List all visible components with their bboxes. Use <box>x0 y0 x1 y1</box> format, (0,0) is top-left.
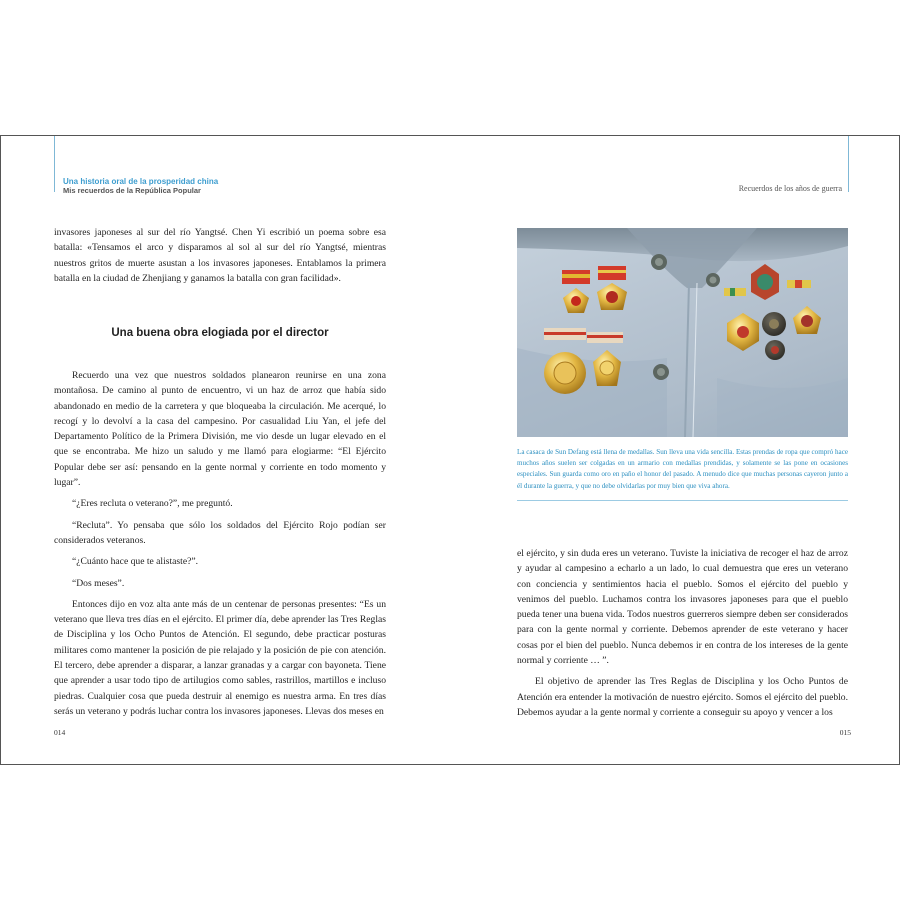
book-spread <box>0 135 900 765</box>
photo-caption: La casaca de Sun Defang está llena de medallas. Sun lleva una vida sencilla. Estas prendas de ropa que compró hace muchos años suelen ser colgadas en un armario con medallas prendidas, y solamente se las pone en ocasiones especiales. Sun guarda como oro en paño el honor del pasado. A menudo dice que muchas personas cayeron junto a él durante la guerra, y que no debe olvidarlas por muy bien que viva ahora. <box>517 448 848 490</box>
paragraph: “Recluta”. Yo pensaba que sólo los soldados del Ejército Rojo podían ser considerados veteranos. <box>54 519 386 546</box>
header-rule-right <box>848 136 849 192</box>
paragraph: “¿Cuánto hace que te alistaste?”. <box>72 556 198 568</box>
paragraph: invasores japoneses al sur del río Yangtsé. Chen Yi escribió un poema sobre esa batalla: «Tensamos el arco y disparamos al sol al sur del río Yangtsé, mientras nuestros gritos de muerte asustan a los invasores japoneses. Entablamos la primera batalla en la ciudad de Zhenjiang y ganamos la batalla con gran facilidad». <box>54 227 386 284</box>
left-body <box>54 368 386 725</box>
paragraph: Entonces dijo en voz alta ante más de un centenar de personas presentes: “Es un veterano que lleva tres días en el ejército. El primer día, debe aprender las Tres Reglas de Disciplina y los Ocho Puntos de Atención. El segundo, debe practicar posturas militares como mantener la posición de pie relajado y la posición de pie con atención. El tercero, debe aprender a disparar, a lanzar granadas y a cargar con bayoneta. Tiene que aprender a usar todo tipo de artilugios como sables, rastrillos, martillos e incluso piedras. Cualquier cosa que pueda destruir al enemigo es nuestra arma. En tres días serás un veterano y podrás luchar contra los invasores japoneses. Llevas dos meses en <box>54 598 386 717</box>
paragraph: “Dos meses”. <box>72 577 125 589</box>
jacket-with-medals-image <box>517 228 848 437</box>
right-body <box>517 546 848 726</box>
header-rule-left <box>54 136 55 192</box>
page-number-left: 014 <box>54 728 66 737</box>
page-number-right: 015 <box>839 728 851 737</box>
section-title: Una buena obra elogiada por el director <box>111 327 329 339</box>
paragraph: Recuerdo una vez que nuestros soldados planearon reunirse en una zona montañosa. De camino al punto de encuentro, vi un haz de arroz que había sido abandonado en medio de la carretera y que bloqueaba la circulación. Me acerqué, lo recogí y lo devolví a la casa del campesino. Por casualidad Liu Yan, el jefe del Departamento Político de la Primera División, me vio desde un lugar elevado en el que se encontraba. Me hizo un saludo y me llamó para elogiarme: “El Ejército Popular debe ser así: pensando en la gente normal y corriente en todo momento y lugar”. <box>54 370 386 489</box>
paragraph: El objetivo de aprender las Tres Reglas de Disciplina y los Ocho Puntos de Atención era entender la motivación de nuestro ejército. Somos el ejército del pueblo. Debemos ayudar a la gente normal y corriente a conseguir su apoyo y vencer a los <box>517 676 848 718</box>
medals-photo <box>517 228 848 437</box>
running-header-left <box>63 177 218 195</box>
caption-divider <box>517 500 848 501</box>
series-subtitle: Mis recuerdos de la República Popular <box>63 186 201 195</box>
left-intro-paragraph <box>54 225 386 292</box>
paragraph: el ejército, y sin duda eres un veterano. Tuviste la iniciativa de recoger el haz de arroz y ayudar al campesino a echarlo a un lado, lo cual demuestra que eres un veterano con conciencia y sentimientos hacia el pueblo. Somos el ejército del pueblo y venimos del pueblo. Luchamos contra los invasores japoneses para que el pueblo pueda tener una buena vida. Todos nuestros guerreros siempre deben ser considerados para con la gente normal y corriente. Debemos aprender de este veterano y hacer cosas por el bien del pueblo. Nunca debemos ir en contra de los intereses de la gente normal y corriente … ”. <box>517 548 848 667</box>
paragraph: “¿Eres recluta o veterano?”, me preguntó. <box>72 498 233 510</box>
running-header-right: Recuerdos de los años de guerra <box>738 184 842 193</box>
series-title: Una historia oral de la prosperidad china <box>63 177 219 186</box>
